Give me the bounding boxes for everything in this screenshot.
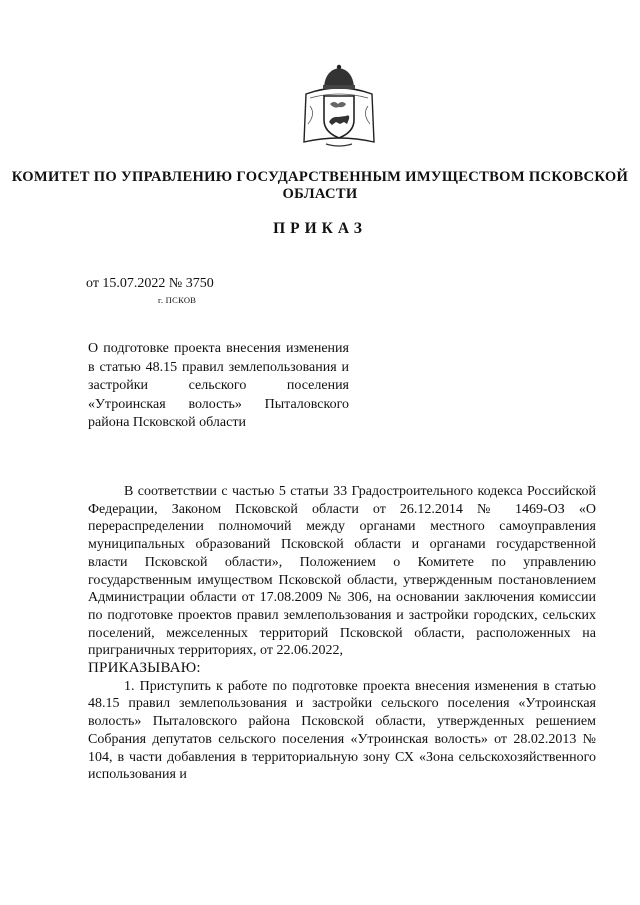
order-item-1: 1. Приступить к работе по подготовке проекта внесения изменения в статью 48.15 правил землепользования и застройки сельского поселения «Утроинская волость» Пыталовского района Псковской области, утвержденных решением Собрания депутатов сельского поселения «Утроинская волость» от 28.02.2013 № 104, в части добавления в территориальную зону СХ «Зона сельскохозяйственного использования и [88, 678, 596, 783]
organization-title: КОМИТЕТ ПО УПРАВЛЕНИЮ ГОСУДАРСТВЕННЫМ ИМУЩЕСТВОМ ПСКОВСКОЙ ОБЛАСТИ [11, 169, 629, 202]
document-body [88, 483, 596, 784]
document-city: г. ПСКОВ [158, 295, 197, 305]
coat-of-arms-icon [296, 64, 382, 150]
order-word: ПРИКАЗЫВАЮ: [88, 660, 201, 677]
document-subject: О подготовке проекта внесения изменения в статью 48.15 правил землепользования и застройки сельского поселения «Утроинская волость» Пыталовского района Псковской области [88, 341, 349, 430]
document-type-title: ПРИКАЗ [273, 220, 367, 237]
preamble-paragraph: В соответствии с частью 5 статьи 33 Градостроительного кодекса Российской Федерации, Законом Псковской области от 26.12.2014 № 1469-ОЗ «О перераспределении полномочий между органами местного самоуправления муниципальных образований Псковской области и органами государственной власти Псковской области», Положением о Комитете по управлению государственным имуществом Псковской области, утвержденным постановлением Администрации области от 17.08.2009 № 306, на основании заключения комиссии по подготовке проектов правил землепользования и застройки городских, сельских поселений, межселенных территорий Псковской области, расположенных на приграничных территориях, от 22.06.2022, [88, 484, 596, 659]
document-date-number: от 15.07.2022 № 3750 [86, 276, 214, 291]
